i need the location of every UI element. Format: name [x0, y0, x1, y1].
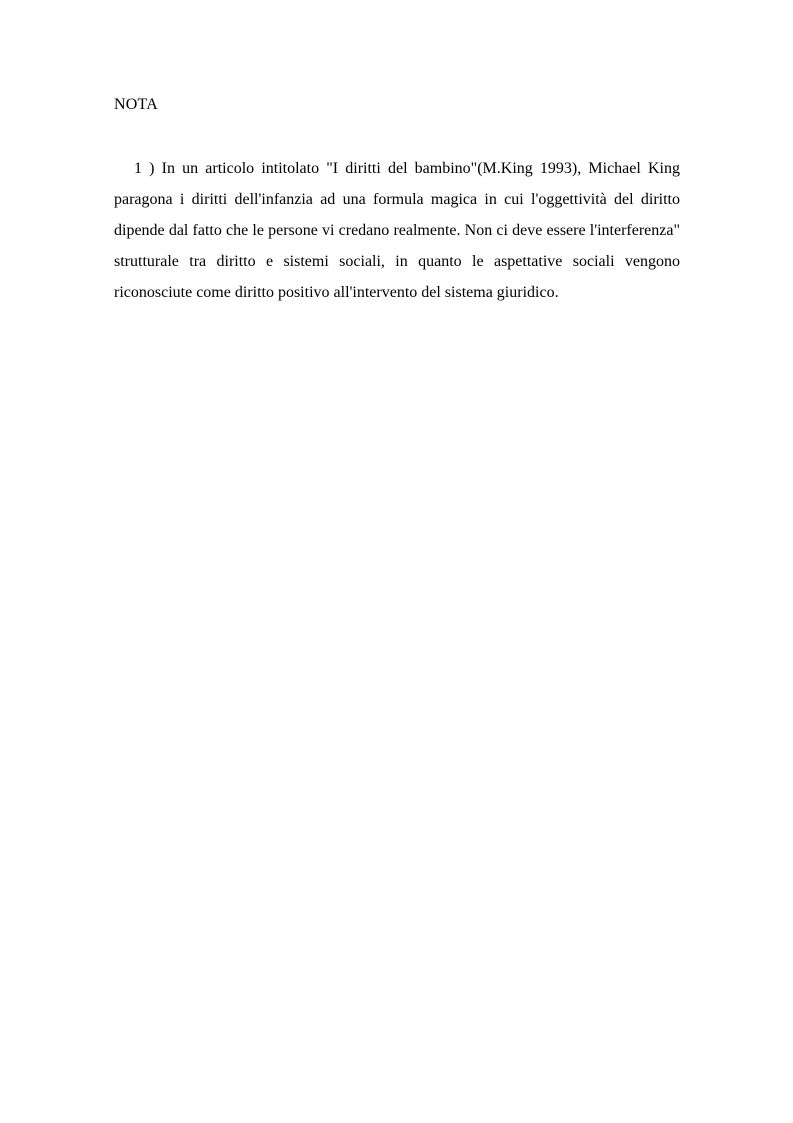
footnote-paragraph: 1 ) In un articolo intitolato "I diritti del bambino"(M.King 1993), Michael King paragona i diritti dell'infanzia ad una formula magica in cui l'oggettività del diritto dipende dal fatto che le persone vi credano realmente. Non ci deve essere l'interferenza" strutturale tra diritto e sistemi sociali, in quanto le aspettative sociali vengono riconosciute come diritto positivo all'intervento del sistema giuridico.	[114, 160, 680, 301]
notes-heading: NOTA	[114, 96, 158, 113]
